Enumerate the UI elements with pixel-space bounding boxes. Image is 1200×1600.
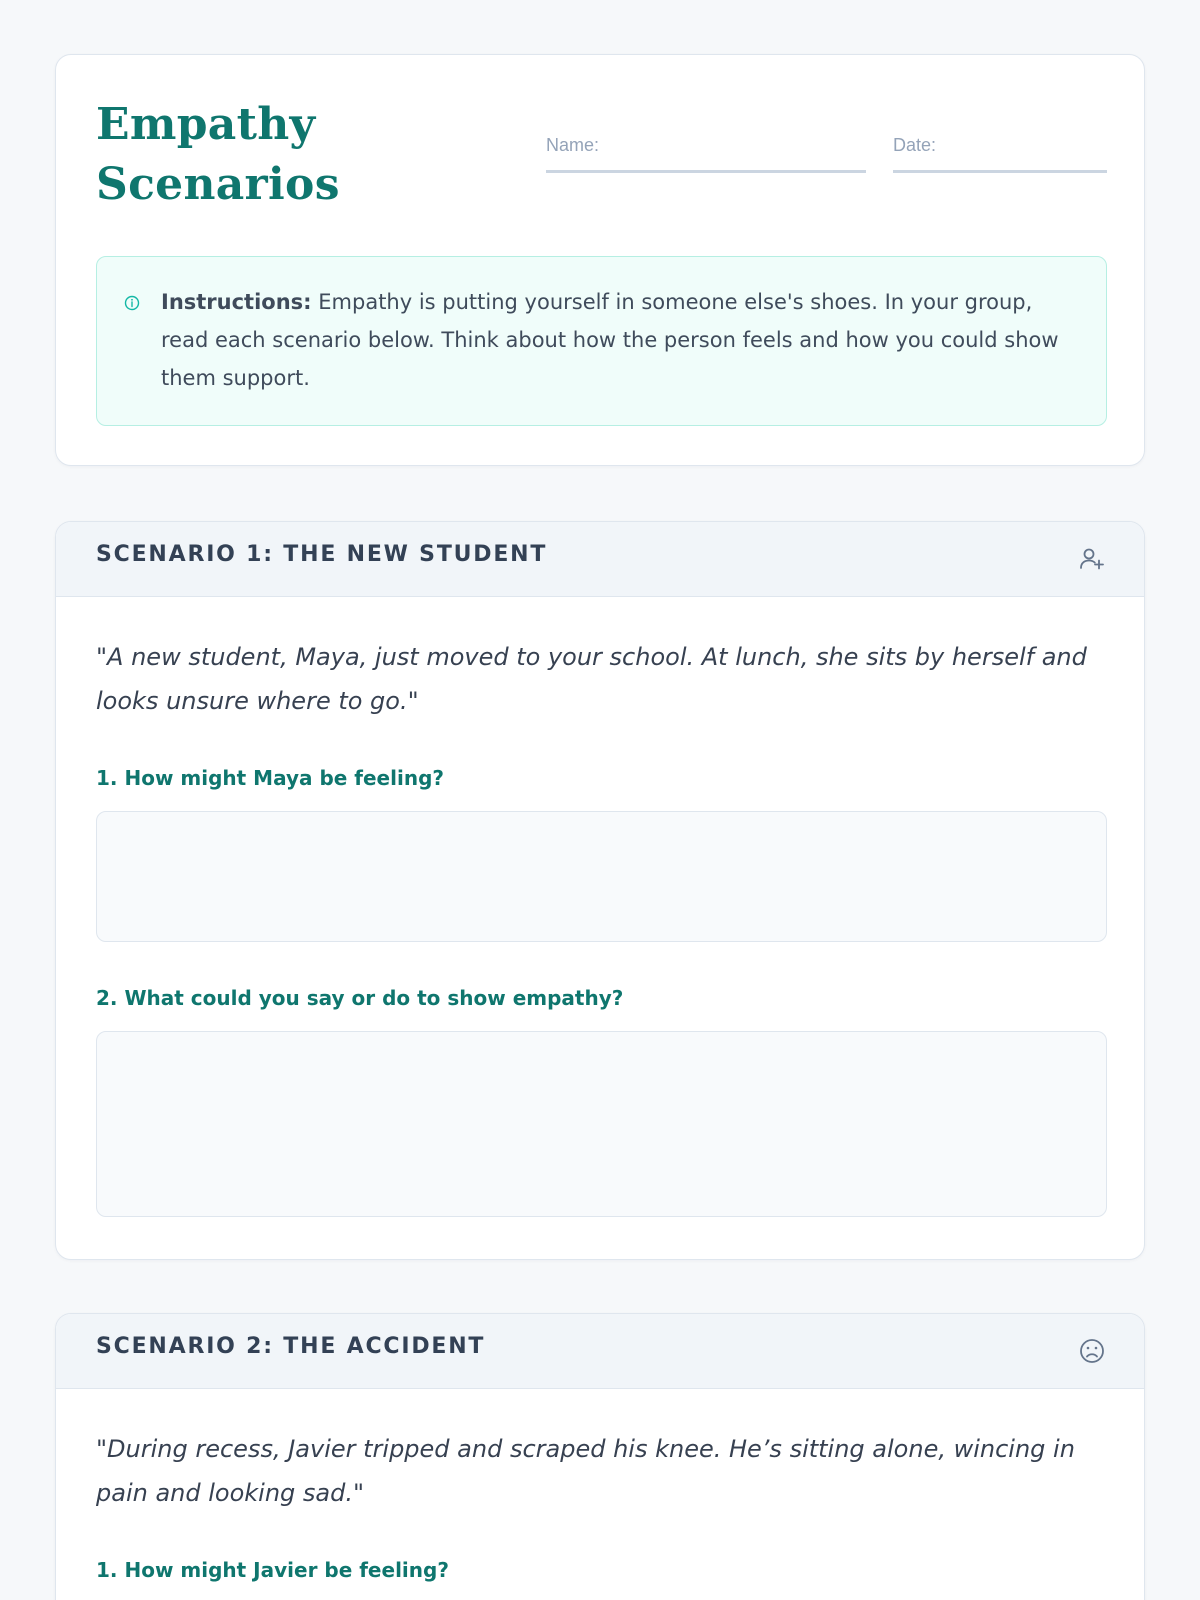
scenario-header xyxy=(56,1314,1144,1389)
scenario-header xyxy=(56,522,1144,597)
page-title xyxy=(96,95,340,215)
name-label: Name: xyxy=(546,135,600,155)
scenario-card xyxy=(55,1313,1145,1600)
question-label: 1. How might Maya be feeling? xyxy=(96,766,444,790)
scenario-title: SCENARIO 1: THE NEW STUDENT xyxy=(96,542,548,567)
date-label: Date: xyxy=(893,135,937,155)
scenario-quote: "A new student, Maya, just moved to your school. At lunch, she sits by herself and looks unsure where to go." xyxy=(96,643,1087,715)
name-field[interactable] xyxy=(546,133,866,173)
instructions-label: Instructions: xyxy=(161,290,312,314)
scenario-quote: "During recess, Javier tripped and scraped his knee. He’s sitting alone, wincing in pain and looking sad." xyxy=(96,1435,1075,1507)
instructions-text: Empathy is putting yourself in someone else's shoes. In your group, read each scenario below. Think about how the person feels and how you could show them support. xyxy=(161,290,1059,390)
scenario-title: SCENARIO 2: THE ACCIDENT xyxy=(96,1334,486,1359)
question-label: 2. What could you say or do to show empathy? xyxy=(96,986,624,1010)
sad-face-icon xyxy=(1078,1337,1106,1365)
date-field[interactable] xyxy=(893,133,1107,173)
question-label: 1. How might Javier be feeling? xyxy=(96,1558,449,1582)
answer-box[interactable] xyxy=(96,1031,1107,1217)
answer-box[interactable] xyxy=(96,811,1107,942)
scenario-card xyxy=(55,521,1145,1260)
info-icon xyxy=(124,295,140,311)
user-plus-icon xyxy=(1078,545,1106,573)
instructions-box xyxy=(96,256,1107,426)
title-line-1: Empathy xyxy=(96,99,316,150)
title-line-2: Scenarios xyxy=(96,159,340,210)
worksheet-header-card xyxy=(55,54,1145,466)
